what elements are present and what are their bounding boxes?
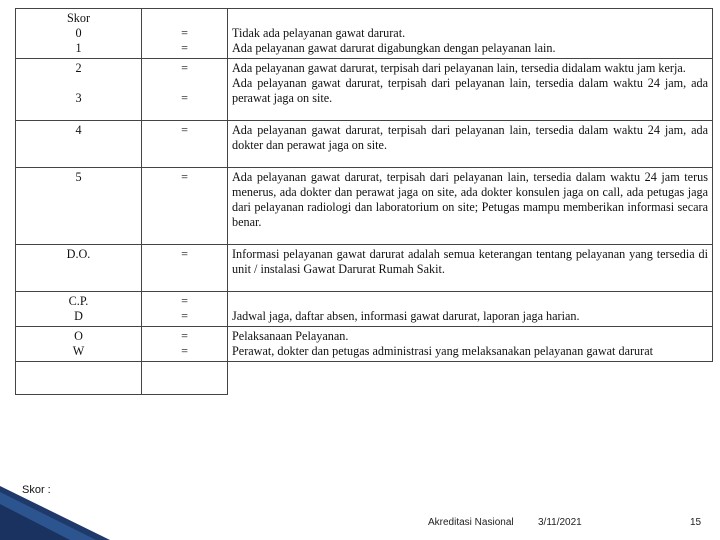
equals-cell — [142, 59, 228, 121]
empty-cell — [228, 362, 713, 395]
score-value: 0 — [75, 26, 82, 40]
description-text: Ada pelayanan gawat darurat digabungkan dengan pelayanan lain. — [232, 41, 556, 55]
score-value: 5 — [75, 170, 82, 184]
equals-sign: = — [181, 123, 188, 137]
footer-left: Akreditasi Nasional — [428, 517, 514, 528]
table-row — [16, 168, 713, 245]
description-cell — [228, 168, 713, 245]
score-value: O — [74, 329, 83, 343]
description-cell — [228, 245, 713, 292]
score-value: 4 — [75, 123, 82, 137]
description-text: Ada pelayanan gawat darurat, terpisah dari pelayanan lain, tersedia dalam waktu 24 jam, ada dokter dan perawat jaga on site. — [232, 123, 708, 152]
equals-sign: = — [181, 294, 188, 308]
equals-sign: = — [181, 344, 188, 358]
description-text: Perawat, dokter dan petugas administrasi yang melaksanakan pelayanan gawat darurat — [232, 344, 653, 358]
equals-sign: = — [181, 26, 188, 40]
description-cell — [228, 9, 713, 59]
equals-sign: = — [181, 247, 188, 261]
score-cell — [16, 292, 142, 327]
score-value: 2 — [75, 61, 82, 75]
equals-cell — [142, 168, 228, 245]
skor-label: Skor : — [22, 484, 51, 496]
score-cell — [16, 168, 142, 245]
score-value: 1 — [75, 41, 82, 55]
score-value: C.P. — [68, 294, 89, 308]
table-row — [16, 292, 713, 327]
score-cell — [16, 59, 142, 121]
score-cell — [16, 121, 142, 168]
equals-sign: = — [181, 91, 188, 105]
equals-sign: = — [181, 41, 188, 55]
description-text: Tidak ada pelayanan gawat darurat. — [232, 26, 406, 40]
score-value: 3 — [75, 91, 82, 105]
empty-cell — [142, 362, 228, 395]
equals-sign: = — [181, 61, 188, 75]
score-value: D.O. — [66, 247, 91, 261]
description-cell — [228, 327, 713, 362]
table-row — [16, 121, 713, 168]
footer-date: 3/11/2021 — [538, 517, 582, 528]
score-cell — [16, 327, 142, 362]
decorative-corner-band — [0, 484, 110, 540]
description-text: Ada pelayanan gawat darurat, terpisah dari pelayanan lain, tersedia didalam waktu jam kerja. — [232, 61, 686, 75]
table-row — [16, 362, 713, 395]
description-text: Pelaksanaan Pelayanan. — [232, 329, 349, 343]
description-text: Informasi pelayanan gawat darurat adalah semua keterangan tentang pelayanan yang tersedia di unit / instalasi Gawat Darurat Rumah Sakit. — [232, 247, 708, 276]
equals-cell — [142, 9, 228, 59]
empty-cell — [16, 362, 142, 395]
scoring-table — [15, 8, 713, 395]
score-value: W — [72, 344, 85, 358]
description-text: Jadwal jaga, daftar absen, informasi gawat darurat, laporan jaga harian. — [232, 309, 580, 323]
header-skor: Skor — [66, 11, 91, 25]
description-cell — [228, 121, 713, 168]
equals-sign: = — [181, 329, 188, 343]
equals-cell — [142, 121, 228, 168]
score-cell — [16, 245, 142, 292]
description-cell — [228, 59, 713, 121]
score-cell — [16, 9, 142, 59]
equals-cell — [142, 292, 228, 327]
table-row — [16, 327, 713, 362]
table-row — [16, 245, 713, 292]
table-row — [16, 59, 713, 121]
equals-cell — [142, 245, 228, 292]
score-value: D — [74, 309, 83, 323]
description-cell — [228, 292, 713, 327]
page-number: 15 — [690, 517, 702, 528]
description-text: Ada pelayanan gawat darurat, terpisah dari pelayanan lain, tersedia dalam waktu 24 jam terus menerus, ada dokter dan perawat jaga on site, ada dokter konsulen jaga on call, ada petugas jaga dari pelayanan radiologi dan laboratorium on site; Petugas mampu memberikan informasi secara benar. — [232, 170, 708, 229]
equals-sign: = — [181, 309, 188, 323]
equals-cell — [142, 327, 228, 362]
equals-sign: = — [181, 170, 188, 184]
table-row — [16, 9, 713, 59]
description-text: Ada pelayanan gawat darurat, terpisah dari pelayanan lain, tersedia dalam waktu 24 jam, ada perawat jaga on site. — [232, 76, 708, 105]
